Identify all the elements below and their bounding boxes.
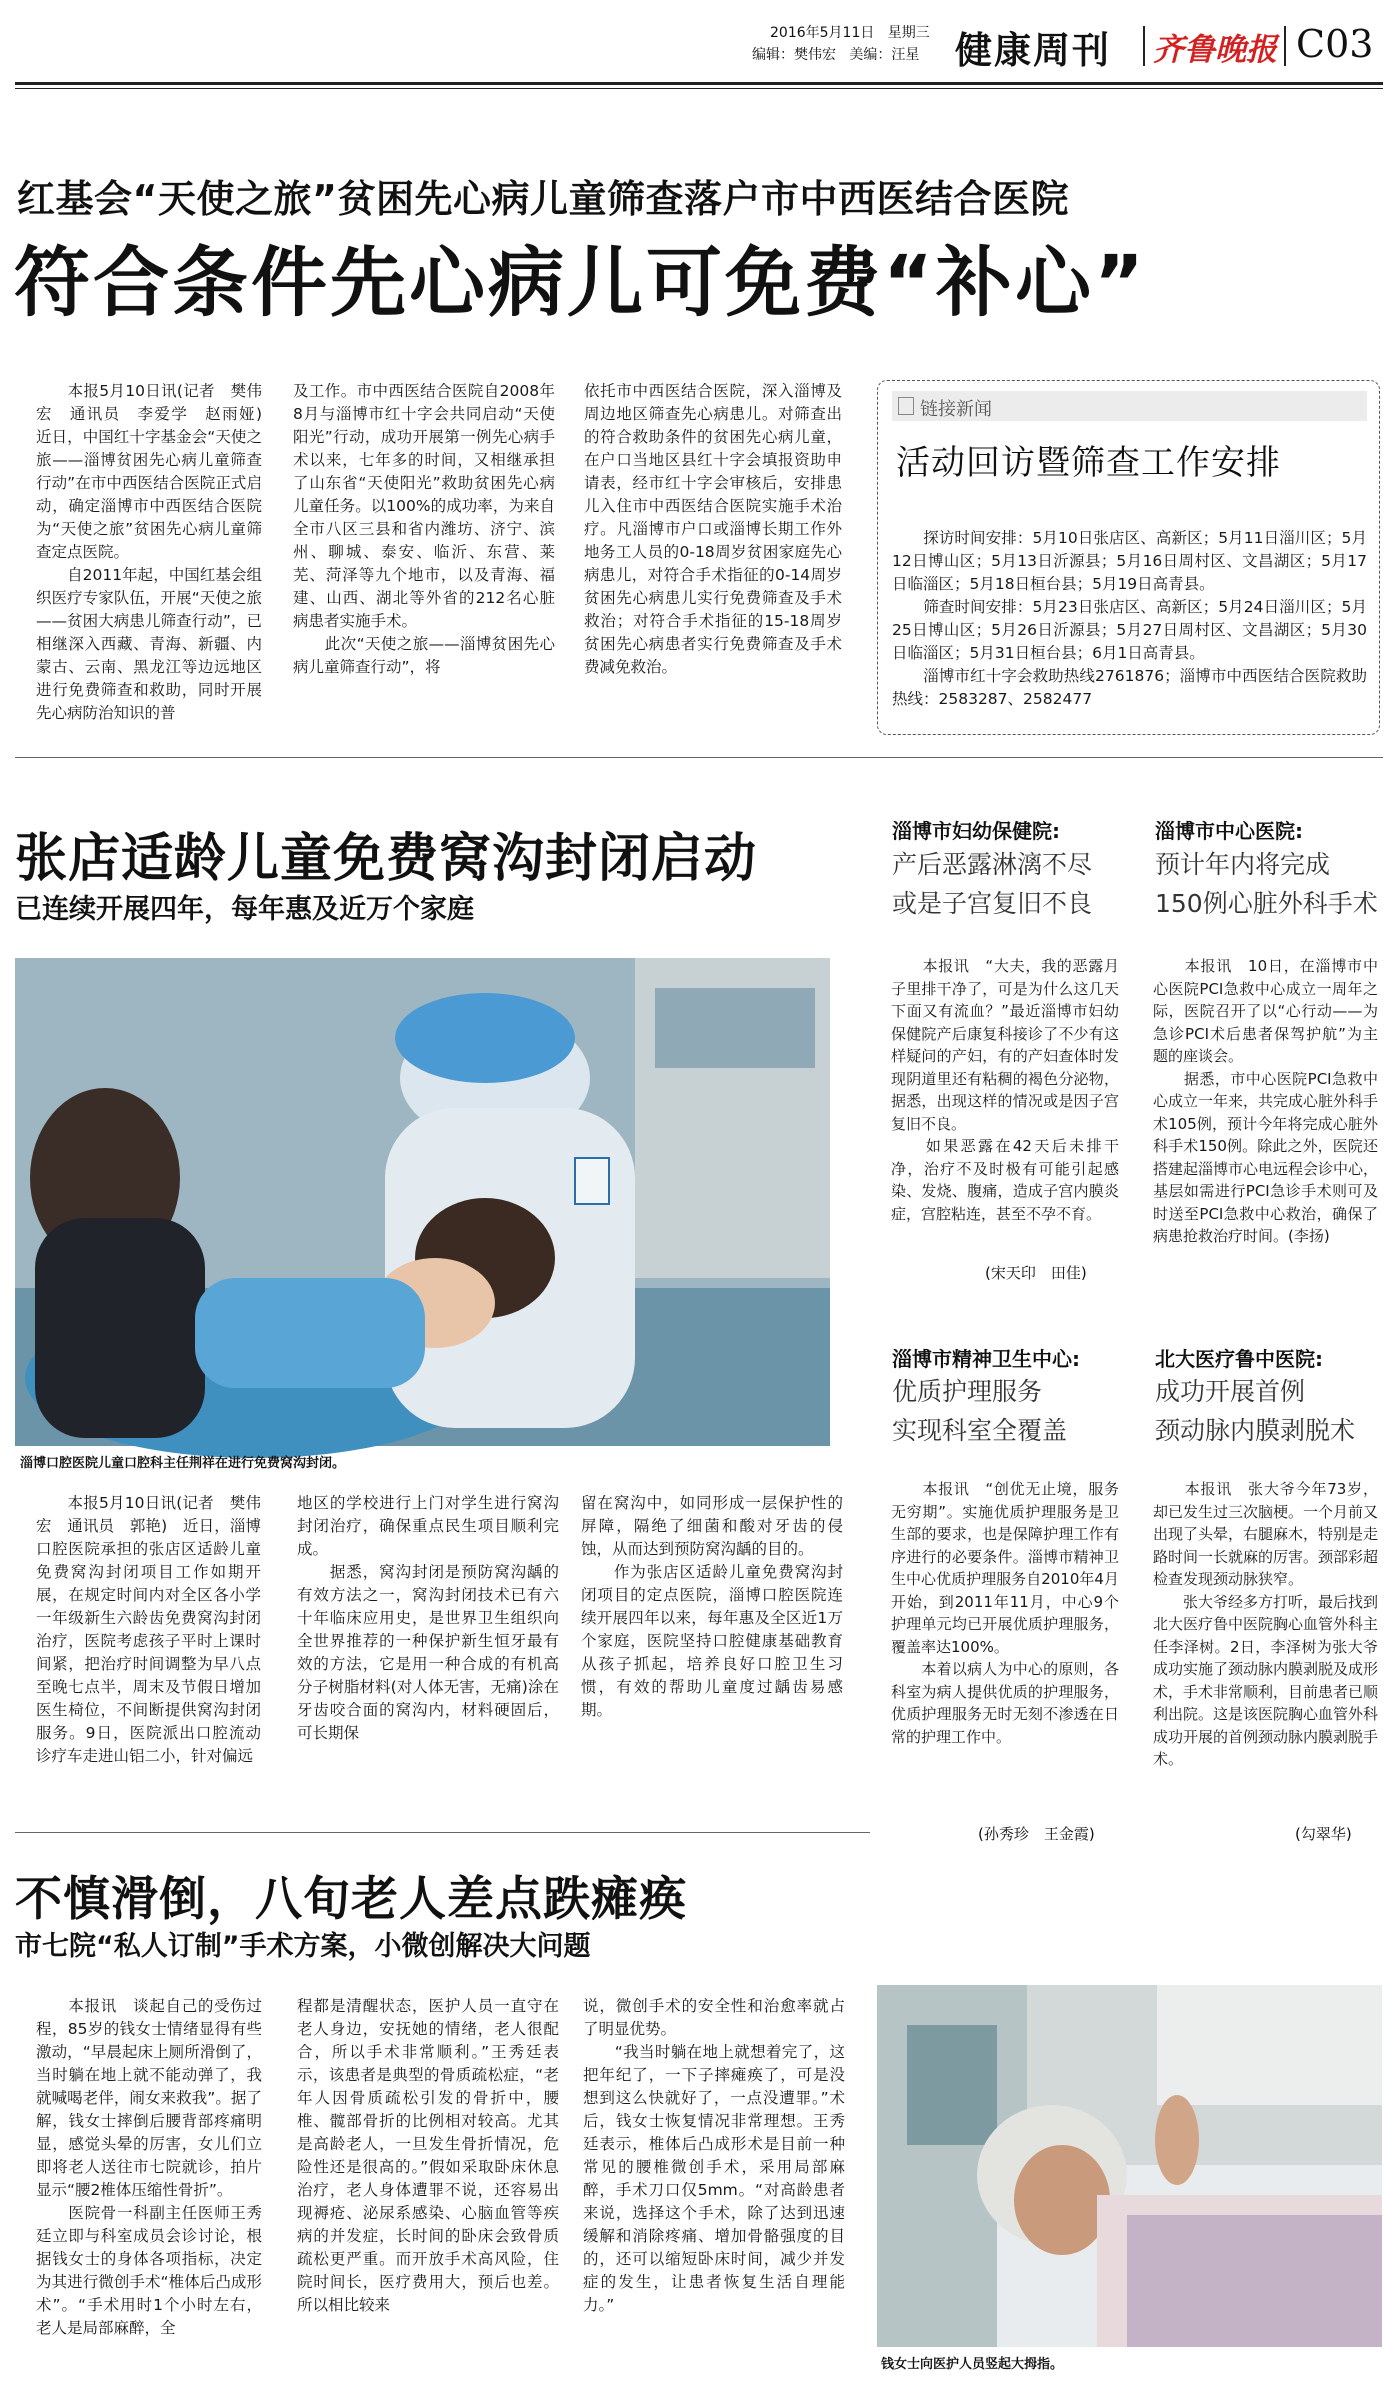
story3-col-1: 本报讯 谈起自己的受伤过程，85岁的钱女士情绪显得有些激动，“早晨起床上厕所滑倒了，当时躺在地上就不能动弹了，我就喊喝老伴，闹女来救我”。据了解，钱女士摔倒后腰背部疼痛明显，感觉头晕的厉害，女儿们立即将老人送往市七院就诊，拍片显示“腰2椎体压缩性骨折”。 医院骨一科副主任医师王秀廷立即与科室成员会诊讨论，根据钱女士的身体各项指标，决定为其进行微创手术“椎体后凸成形术”。“手术用时1个小时左右，老人是局部麻醉，全 xyxy=(36,1997,262,2337)
brief1-byline: (宋天印 田佳) xyxy=(985,1264,1087,1282)
related-body: 探访时间安排：5月10日张店区、高新区；5月11日淄川区；5月12日博山区；5月13日沂源县；5月16日周村区、文昌湖区；5月17日临淄区；5月18日桓台县；5月19日高青县。 筛查时间安排：5月23日张店区、高新区；5月24日淄川区；5月25日博山区；5月26日沂源县；5月27日周村区、文昌湖区；5月30日临淄区；5月31日桓台县；6月1日高青县。 淄博市红十字会救助热线2761876；淄博市中西医结合医院救助热线：2583287、2582477 xyxy=(892,529,1367,708)
brief1-org: 淄博市妇幼保健院: xyxy=(892,819,1060,843)
masthead-divider-2 xyxy=(1284,26,1286,66)
brief4-title-1: 成功开展首例 xyxy=(1155,1377,1306,1406)
editor: 编辑：樊伟宏 xyxy=(752,47,836,63)
related-label: 链接新闻 xyxy=(920,399,992,420)
brief2-title-1: 预计年内将完成 xyxy=(1155,850,1331,879)
date: 2016年5月11日 xyxy=(770,25,875,41)
masthead-divider xyxy=(1143,26,1145,66)
story1-col-2: 及工作。市中西医结合医院自2008年8月与淄博市红十字会共同启动“天使阳光”行动，成功开展第一例先心病手术以来，七年多的时间，又相继承担了山东省“天使阳光”救助贫困先心病儿童任务。以100%的成功率，为来自全市八区三县和省内潍坊、济宁、滨州、聊城、泰安、临沂、东营、莱芜、菏泽等九个地市，以及青海、福建、山西、湖北等外省的212名心脏病患者实施手术。 此次“天使之旅——淄博贫困先心病儿童筛查行动”，将 xyxy=(293,382,555,676)
weekday: 星期三 xyxy=(887,25,930,41)
brief3-title-1: 优质护理服务 xyxy=(892,1377,1043,1406)
story3-headline: 不慎滑倒，八旬老人差点跌瘫痪 xyxy=(15,1872,687,1927)
masthead-rule xyxy=(15,82,1383,85)
brief2-body: 本报讯 10日，在淄博市中心医院PCI急救中心成立一周年之际，医院召开了以“心行动——为急诊PCI术后患者保驾护航”为主题的座谈会。 据悉，市中心医院PCI急救中心成立一年来，共完成心脏外科手术105例，预计今年将完成心脏外科手术150例。除此之外，医院还搭建起淄博市心电远程会诊中心，基层如需进行PCI急诊手术则可及时送至PCI急救中心救治，确保了病患抢救治疗时间。(李扬) xyxy=(1153,957,1379,1245)
story2-col-2: 地区的学校进行上门对学生进行窝沟封闭治疗，确保重点民生项目顺利完成。 据悉，窝沟封闭是预防窝沟龋的有效方法之一，窝沟封闭技术已有六十年临床应用史，是世界卫生组织向全世界推荐的一种保护新生恒牙最有效的方法，它是用一种合成的有机高分子树脂材料(对人体无害，无痛)涂在牙齿咬合面的窝沟内，材料硬固后，可长期保 xyxy=(297,1494,559,1742)
related-news-box xyxy=(877,380,1380,735)
story1-col-3: 依托市中西医结合医院，深入淄博及周边地区筛查先心病患儿。对筛查出的符合救助条件的贫困先心病儿童，在户口当地区县红十字会填报资助申请表，经市红十字会审核后，安排患儿入住市中西医结合医院实施手术治疗。凡淄博市户口或淄博长期工作外地务工人员的0-18周岁贫困家庭先心病患儿，对符合手术指征的0-14周岁贫困先心病患儿实行免费筛查及手术救治；对符合手术指征的15-18周岁贫困先心病患者实行免费筛查及手术费减免救治。 xyxy=(584,382,842,676)
brief3-title-2: 实现科室全覆盖 xyxy=(892,1416,1068,1445)
dental-photo-illustration xyxy=(15,958,830,1446)
masthead-rule-thin xyxy=(15,88,1383,89)
brief4-body: 本报讯 张大爷今年73岁，却已发生过三次脑梗。一个月前又出现了头晕，右腿麻木，特别是走路时间一长就麻的厉害。颈部彩超检查发现颈动脉狭窄。 张大爷经多方打听，最后找到北大医疗鲁中医院胸心血管外科主任李泽树。2日，李泽树为张大爷成功实施了颈动脉内膜剥脱及成形术，手术非常顺利，目前患者已顺利出院。这是该医院胸心血管外科成功开展的首例颈动脉内膜剥脱手术。 xyxy=(1153,1480,1379,1768)
patient-photo-illustration xyxy=(877,1985,1382,2347)
story1-col-1: 本报5月10日讯(记者 樊伟宏 通讯员 李爱学 赵雨娅) 近日，中国红十字基金会“天使之旅——淄博贫困先心病儿童筛查行动”在市中西医结合医院正式启动，确定淄博市中西医结合医院为“天使之旅”贫困先心病儿童筛查定点医院。 自2011年起，中国红基会组织医疗专家队伍，开展“天使之旅——贫困大病患儿筛查行动”，已相继深入西藏、青海、新疆、内蒙古、云南、黑龙江等边远地区进行免费筛查和救助，同时开展先心病防治知识的普 xyxy=(36,382,262,722)
story2-headline: 张店适龄儿童免费窝沟封闭启动 xyxy=(15,829,758,889)
story1-kicker: 红基会“天使之旅”贫困先心病儿童筛查落户市中西医结合医院 xyxy=(17,177,1069,221)
section-title: 健康周刊 xyxy=(955,29,1111,72)
story2-caption: 淄博口腔医院儿童口腔科主任荆祥在进行免费窝沟封闭。 xyxy=(20,1456,346,1471)
masthead xyxy=(0,0,1395,80)
page-number: C03 xyxy=(1296,22,1374,66)
story3-caption: 钱女士向医护人员竖起大拇指。 xyxy=(881,2357,1064,2372)
masthead-date xyxy=(770,22,930,42)
related-title: 活动回访暨筛查工作安排 xyxy=(896,443,1281,483)
story3-subhead: 市七院“私人订制”手术方案，小微创解决大问题 xyxy=(15,1931,591,1962)
masthead-editors xyxy=(752,44,919,64)
brief3-byline: (孙秀珍 王金霞) xyxy=(978,1825,1095,1843)
brief3-body: 本报讯 “创优无止境，服务无穷期”。实施优质护理服务是卫生部的要求，也是保障护理工作有序进行的必要条件。淄博市精神卫生中心优质护理服务自2010年4月开始，到2011年11月，中心9个护理单元均已开展优质护理服务，覆盖率达100%。 本着以病人为中心的原则，各科室为病人提供优质的护理服务，优质护理服务无时无刻不渗透在日常的护理工作中。 xyxy=(891,1480,1119,1746)
story3-col-2: 程都是清醒状态，医护人员一直守在老人身边，安抚她的情绪，老人很配合，所以手术非常顺利。”王秀廷表示，该患者是典型的骨质疏松症，“老年人因骨质疏松引发的骨折中，腰椎、髋部骨折的比例相对较高。尤其是高龄老人，一旦发生骨折情况，危险性还是很高的。”假如采取卧床休息治疗，老人身体遭罪不说，还容易出现褥疮、泌尿系感染、心脑血管等疾病的并发症，长时间的卧床会致骨质疏松更严重。而开放手术高风险，住院时间长，医疗费用大，预后也差。所以相比较来 xyxy=(297,1997,559,2314)
story2-subhead: 已连续开展四年，每年惠及近万个家庭 xyxy=(15,894,474,925)
brief2-title-2: 150例心脏外科手术 xyxy=(1155,889,1378,918)
brief3-org: 淄博市精神卫生中心: xyxy=(892,1347,1080,1371)
story2-col-1: 本报5月10日讯(记者 樊伟宏 通讯员 郭艳) 近日，淄博口腔医院承担的张店区适龄儿童免费窝沟封闭项目工作如期开展，在规定时间内对全区各小学一年级新生六龄齿免费窝沟封闭治疗，医院考虑孩子平时上课时间紧，把治疗时间调整为早八点至晚七点半，周末及节假日增加医生椅位，不间断提供窝沟封闭服务。9日，医院派出口腔流动诊疗车走进山铝二小，针对偏远 xyxy=(36,1494,261,1765)
brief1-body: 本报讯 “大夫，我的恶露月子里排干净了，可是为什么这几天下面又有流血？”最近淄博市妇幼保健院产后康复科接诊了不少有这样疑问的产妇，有的产妇查体时发现阴道里还有粘稠的褐色分泌物，据悉，出现这样的情况或是因子宫复旧不良。 如果恶露在42天后未排干净，治疗不及时极有可能引起感染、发烧、腹痛，造成子宫内膜炎症，宫腔粘连，甚至不孕不育。 xyxy=(891,957,1119,1223)
divider-story2 xyxy=(15,1832,870,1833)
tag-icon xyxy=(898,397,914,415)
divider-story1 xyxy=(15,757,1383,758)
story2-col-3: 留在窝沟中，如同形成一层保护性的屏障，隔绝了细菌和酸对牙齿的侵蚀，从而达到预防窝沟龋的目的。 作为张店区适龄儿童免费窝沟封闭项目的定点医院，淄博口腔医院连续开展四年以来，每年惠及全区近1万个家庭，医院坚持口腔健康基础教育从孩子抓起，培养良好口腔卫生习惯，有效的帮助儿童度过龋齿易感期。 xyxy=(581,1494,843,1719)
brief1-title-2: 或是子宫复旧不良 xyxy=(892,889,1093,918)
brief4-byline: (勾翠华) xyxy=(1295,1825,1352,1843)
story1-headline: 符合条件先心病儿可免费“补心” xyxy=(14,238,1147,327)
brief4-title-2: 颈动脉内膜剥脱术 xyxy=(1155,1416,1356,1445)
brief4-org: 北大医疗鲁中医院: xyxy=(1155,1347,1323,1371)
paper-logo: 齐鲁晚报 xyxy=(1153,32,1277,68)
designer: 美编：汪星 xyxy=(849,47,920,63)
dental-photo xyxy=(15,958,830,1446)
brief2-org: 淄博市中心医院: xyxy=(1155,819,1303,843)
brief1-title-1: 产后恶露淋漓不尽 xyxy=(892,850,1093,879)
related-label-row xyxy=(892,391,1367,421)
patient-photo xyxy=(877,1985,1382,2347)
story3-col-3: 说，微创手术的安全性和治愈率就占了明显优势。 “我当时躺在地上就想着完了，这把年纪了，一下子摔瘫痪了，可是没想到这么快就好了，一点没遭罪。”术后，钱女士恢复情况非常理想。王秀廷表示，椎体后凸成形术是目前一种常见的腰椎微创手术，采用局部麻醉，手术刀口仅5mm。“对高龄患者来说，选择这个手术，除了达到迅速缓解和消除疼痛、增加骨骼强度的目的，还可以缩短卧床时间，减少并发症的发生，让患者恢复生活自理能力。” xyxy=(583,1997,845,2314)
